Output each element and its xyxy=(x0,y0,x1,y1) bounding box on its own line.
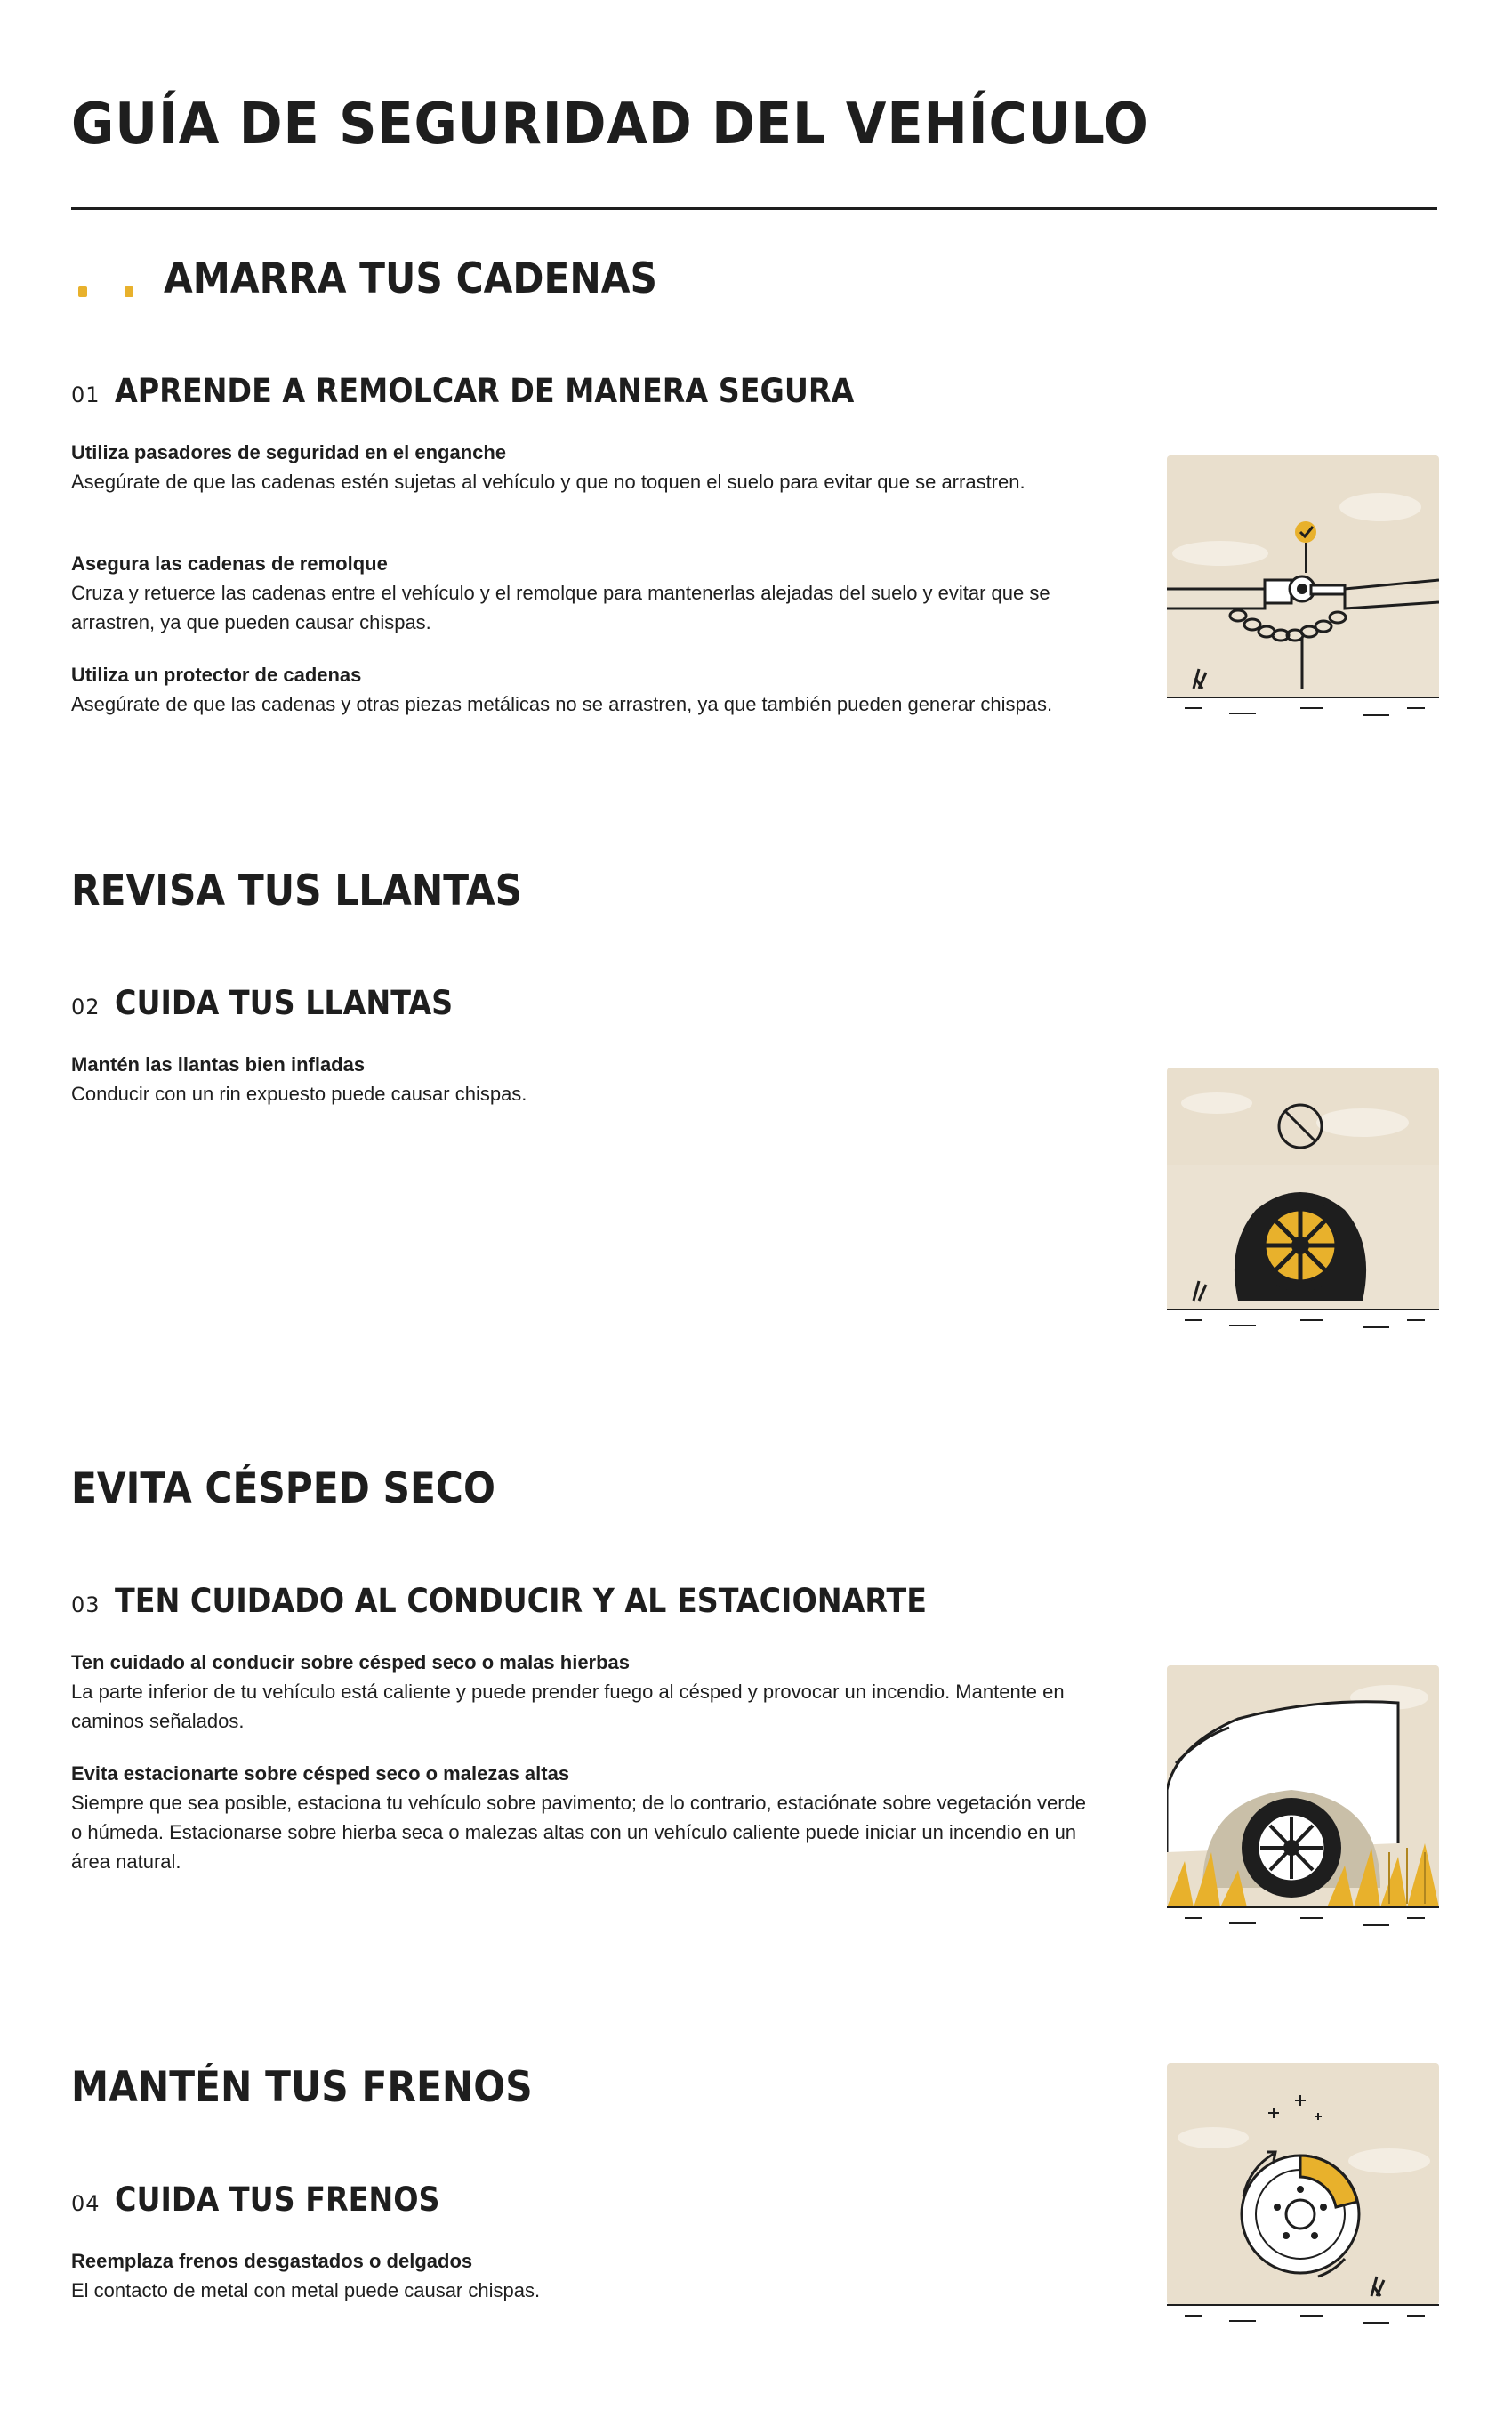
tip-text: La parte inferior de tu vehículo está caliente y puede prender fuego al césped y provocar un incendio. Mantente en caminos señalados. xyxy=(71,1680,1065,1732)
tip-item xyxy=(71,438,1094,496)
tip-item xyxy=(71,1050,1094,1108)
section-heading: AMARRA TUS CADENAS xyxy=(164,254,657,303)
tip-text: Asegúrate de que las cadenas estén sujetas al vehículo y que no toquen el suelo para evitar que se arrastren. xyxy=(71,471,1025,493)
subheading-row xyxy=(71,2180,476,2219)
tip-text: Conducir con un rin expuesto puede causar chispas. xyxy=(71,1083,527,1105)
subheading-row xyxy=(71,984,490,1022)
car-on-dry-grass-icon xyxy=(1167,1665,1439,1932)
step-number: 01 xyxy=(71,383,101,407)
tip-text: Cruza y retuerce las cadenas entre el vehículo y el remolque para mantenerlas alejadas del suelo y evitar que se arrastren, ya que pueden causar chispas. xyxy=(71,582,1050,633)
tip-text: Siempre que sea posible, estaciona tu vehículo sobre pavimento; de lo contrario, estaciónate sobre vegetación verde o húmeda. Estacionarse sobre hierba seca o malezas altas con un vehículo caliente puede iniciar un incendio en un área natural. xyxy=(71,1792,1087,1873)
tip-item xyxy=(71,1648,1094,1736)
page-title: GUÍA DE SEGURIDAD DEL VEHÍCULO xyxy=(71,92,1149,157)
tip-title: Evita estacionarte sobre césped seco o malezas altas xyxy=(71,1762,570,1785)
tip-title: Reemplaza frenos desgastados o delgados xyxy=(71,2250,473,2272)
tip-title: Asegura las cadenas de remolque xyxy=(71,552,388,575)
accent-mark-icon xyxy=(75,286,144,299)
subheading: APRENDE A REMOLCAR DE MANERA SEGURA xyxy=(114,372,854,410)
step-number: 04 xyxy=(71,2191,101,2216)
trailer-hitch-chains-icon xyxy=(1167,455,1439,722)
tip-item xyxy=(71,2246,1094,2305)
step-number: 02 xyxy=(71,995,101,1020)
brake-disc-icon xyxy=(1167,2063,1439,2330)
subheading: TEN CUIDADO AL CONDUCIR Y AL ESTACIONARTE xyxy=(114,1582,927,1620)
tip-title: Utiliza pasadores de seguridad en el enganche xyxy=(71,441,507,463)
tip-text: El contacto de metal con metal puede causar chispas. xyxy=(71,2279,541,2301)
tip-text: Asegúrate de que las cadenas y otras piezas metálicas no se arrastren, ya que también pueden generar chispas. xyxy=(71,693,1053,715)
subheading: CUIDA TUS FRENOS xyxy=(114,2180,440,2219)
subheading-row xyxy=(71,1582,1017,1620)
section-heading: EVITA CÉSPED SECO xyxy=(71,1464,495,1513)
title-divider xyxy=(71,207,1437,210)
subheading: CUIDA TUS LLANTAS xyxy=(114,984,453,1022)
subheading-row xyxy=(71,372,936,410)
tip-title: Utiliza un protector de cadenas xyxy=(71,664,362,686)
tip-item xyxy=(71,1759,1094,1876)
tip-item xyxy=(71,549,1094,637)
tip-item xyxy=(71,660,1094,719)
section-heading: REVISA TUS LLANTAS xyxy=(71,866,523,915)
section-heading: MANTÉN TUS FRENOS xyxy=(71,2063,533,2112)
flat-tire-icon xyxy=(1167,1068,1439,1334)
tip-title: Mantén las llantas bien infladas xyxy=(71,1053,366,1076)
step-number: 03 xyxy=(71,1592,101,1617)
tip-title: Ten cuidado al conducir sobre césped seco o malas hierbas xyxy=(71,1651,631,1673)
